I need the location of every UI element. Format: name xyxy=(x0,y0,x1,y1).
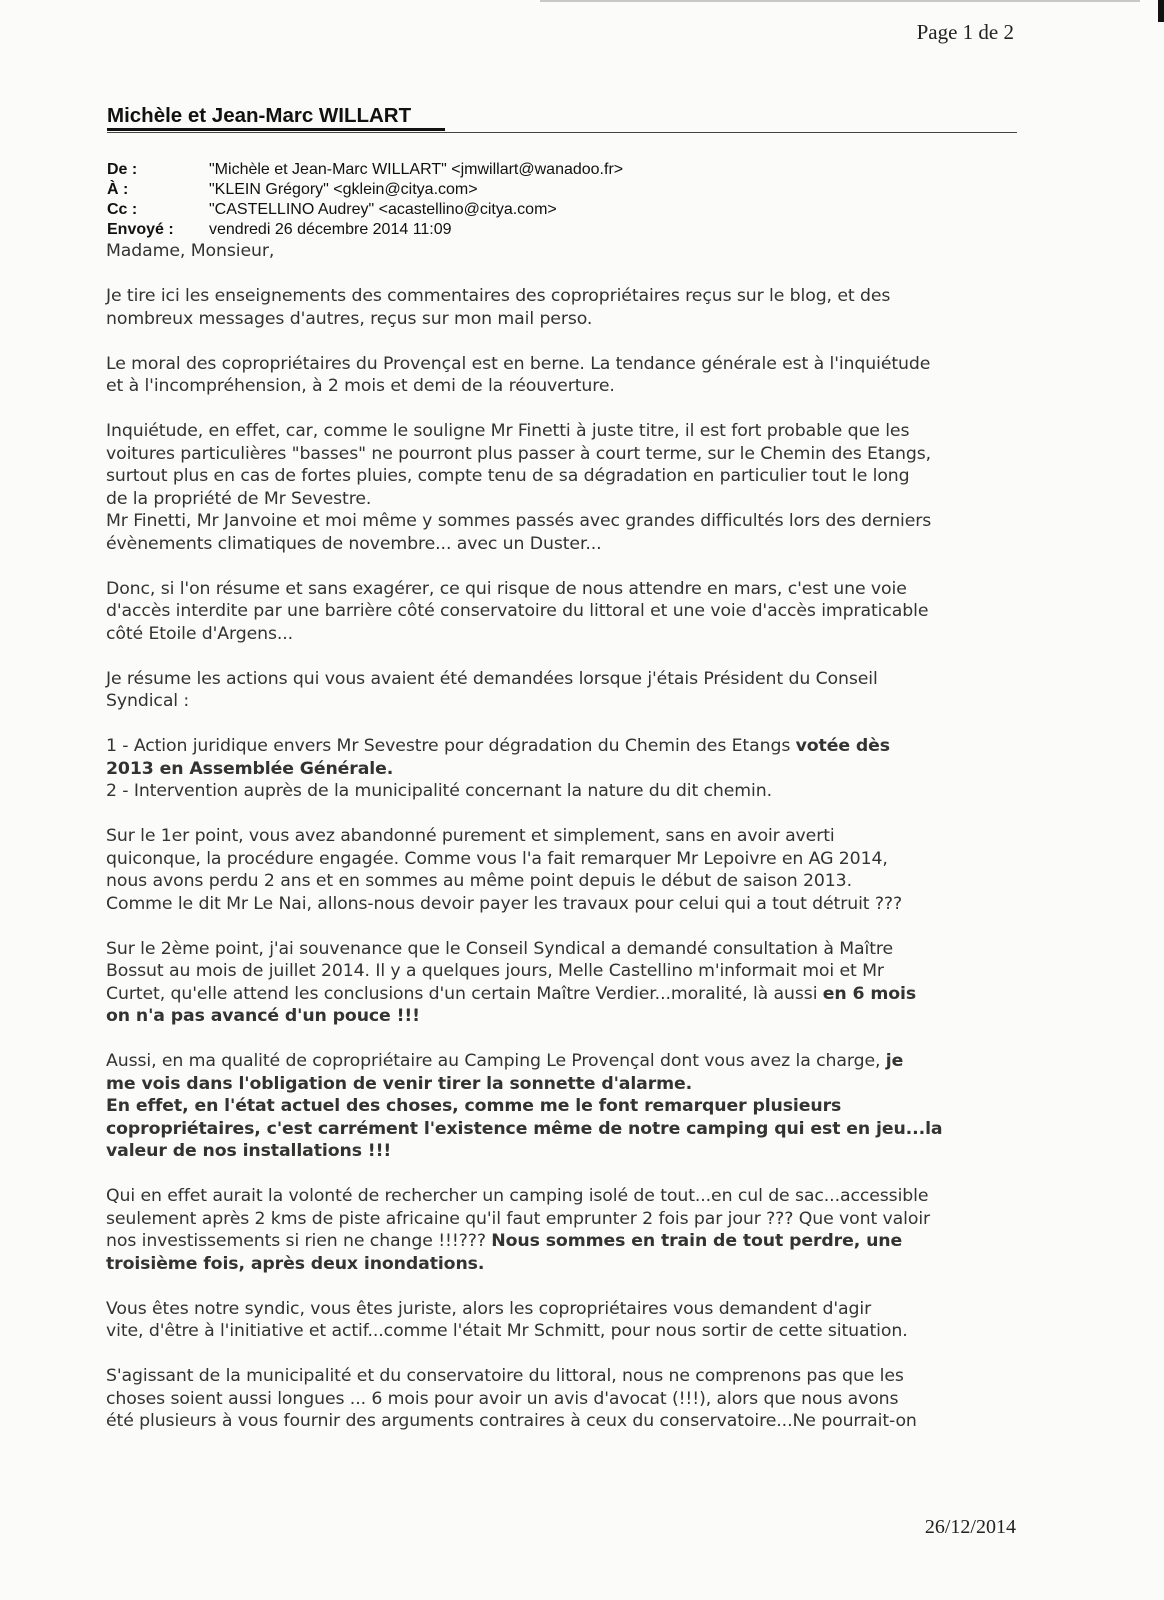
meta-row-cc xyxy=(107,200,623,220)
body-line xyxy=(106,735,1026,758)
body-text-segment: surtout plus en cas de fortes pluies, compte tenu de sa dégradation en particulier tout le long xyxy=(106,466,910,486)
body-line xyxy=(106,690,1026,713)
body-text-segment: 1 - Action juridique envers Mr Sevestre pour dégradation du Chemin des Etangs xyxy=(106,736,796,756)
body-line xyxy=(106,578,1026,601)
meta-value: "KLEIN Grégory" <gklein@citya.com> xyxy=(209,181,478,198)
body-text-segment: Je résume les actions qui vous avaient été demandées lorsque j'étais Président du Conseil xyxy=(106,668,878,689)
body-line xyxy=(106,825,1026,848)
body-line xyxy=(106,1208,1026,1231)
meta-value: vendredi 26 décembre 2014 11:09 xyxy=(209,221,452,238)
body-line xyxy=(106,758,1026,781)
body-text-segment: vite, d'être à l'initiative et actif...comme l'était Mr Schmitt, pour nous sortir de cette situation. xyxy=(106,1321,908,1341)
blank-line xyxy=(106,263,1026,286)
footer-date: 26/12/2014 xyxy=(924,1516,1016,1538)
body-line xyxy=(106,983,1026,1006)
body-text-segment: Qui en effet aurait la volonté de rechercher un camping isolé de tout...en cul de sac...accessible xyxy=(106,1186,929,1206)
body-line xyxy=(106,375,1026,398)
body-line xyxy=(106,285,1026,308)
body-line xyxy=(106,1050,1026,1073)
body-line xyxy=(106,308,1026,331)
blank-line xyxy=(106,1343,1026,1366)
bold-text: en 6 mois xyxy=(822,983,917,1004)
body-text-segment: quiconque, la procédure engagée. Comme vous l'a fait remarquer Mr Lepoivre en AG 2014, xyxy=(106,848,888,869)
page-number: Page 1 de 2 xyxy=(916,20,1014,44)
body-line xyxy=(106,1073,1026,1096)
body-text-segment: Comme le dit Mr Le Nai, allons-nous devoir payer les travaux pour celui qui a tout détruit ??? xyxy=(106,893,903,914)
header-underline xyxy=(107,128,445,131)
body-text-segment: voitures particulières "basses" ne pourront plus passer à court terme, sur le Chemin des Etangs, xyxy=(106,443,932,464)
body-text-segment: et à l'incompréhension, à 2 mois et demi de la réouverture. xyxy=(106,376,615,396)
body-line xyxy=(106,623,1026,646)
bold-text: copropriétaires, c'est carrément l'existence même de notre camping qui est en jeu...la xyxy=(106,1118,943,1139)
body-line xyxy=(106,1388,1026,1411)
meta-row-from xyxy=(107,160,623,180)
email-body xyxy=(106,240,1026,1433)
body-text-segment: de la propriété de Mr Sevestre. xyxy=(106,488,372,509)
meta-value: "CASTELLINO Audrey" <acastellino@citya.com> xyxy=(209,201,557,218)
meta-label: Cc : xyxy=(107,201,138,218)
body-text-segment: Je tire ici les enseignements des commentaires des copropriétaires reçus sur le blog, et des xyxy=(106,286,891,306)
body-line xyxy=(106,848,1026,871)
blank-line xyxy=(106,645,1026,668)
meta-label: À : xyxy=(107,181,129,198)
bold-text: on n'a pas avancé d'un pouce !!! xyxy=(106,1006,420,1026)
body-text-segment: d'accès interdite par une barrière côté conservatoire du littoral et une voie d'accès impraticable xyxy=(106,601,929,621)
blank-line xyxy=(106,713,1026,736)
body-text-segment: Aussi, en ma qualité de copropriétaire au Camping Le Provençal dont vous avez la charge, xyxy=(106,1051,886,1071)
body-line xyxy=(106,353,1026,376)
email-meta xyxy=(107,160,623,240)
body-text-segment: côté Etoile d'Argens... xyxy=(106,623,294,644)
body-text-segment: S'agissant de la municipalité et du conservatoire du littoral, nous ne comprenons pas que les xyxy=(106,1366,904,1386)
body-line xyxy=(106,960,1026,983)
bold-text: En effet, en l'état actuel des choses, comme me le font remarquer plusieurs xyxy=(106,1096,842,1116)
body-line xyxy=(106,240,1026,263)
bold-text: valeur de nos installations !!! xyxy=(106,1141,392,1161)
body-line xyxy=(106,1410,1026,1433)
body-line xyxy=(106,938,1026,961)
body-text-segment: nos investissements si rien ne change !!!??? xyxy=(106,1231,492,1251)
bold-text: me vois dans l'obligation de venir tirer la sonnette d'alarme. xyxy=(106,1073,693,1094)
body-text-segment: Vous êtes notre syndic, vous êtes juriste, alors les copropriétaires vous demandent d'agir xyxy=(106,1298,872,1319)
body-line xyxy=(106,1365,1026,1388)
body-line xyxy=(106,420,1026,443)
blank-line xyxy=(106,803,1026,826)
body-line xyxy=(106,870,1026,893)
meta-value: "Michèle et Jean-Marc WILLART" <jmwillart@wanadoo.fr> xyxy=(209,161,624,178)
body-text-segment: Madame, Monsieur, xyxy=(106,241,275,261)
bold-text: votée dès xyxy=(795,736,890,756)
blank-line xyxy=(106,915,1026,938)
body-text-segment: Bossut au mois de juillet 2014. Il y a quelques jours, Melle Castellino m'informait moi et Mr xyxy=(106,961,884,981)
body-text-segment: Le moral des copropriétaires du Provençal est en berne. La tendance générale est à l'inquiétude xyxy=(106,353,931,374)
body-line xyxy=(106,1320,1026,1343)
body-text-segment: Donc, si l'on résume et sans exagérer, ce qui risque de nous attendre en mars, c'est une voie xyxy=(106,578,907,599)
scan-edge-right xyxy=(1158,0,1164,22)
body-line xyxy=(106,600,1026,623)
bold-text: 2013 en Assemblée Générale. xyxy=(106,758,394,779)
blank-line xyxy=(106,555,1026,578)
body-text-segment: nous avons perdu 2 ans et en sommes au même point depuis le début de saison 2013. xyxy=(106,871,852,891)
body-line xyxy=(106,1140,1026,1163)
blank-line xyxy=(106,330,1026,353)
body-text-segment: Syndical : xyxy=(106,691,190,711)
blank-line xyxy=(106,1275,1026,1298)
body-line xyxy=(106,1118,1026,1141)
body-text-segment: Curtet, qu'elle attend les conclusions d'un certain Maître Verdier...moralité, là aussi xyxy=(106,983,823,1004)
body-text-segment: Inquiétude, en effet, car, comme le souligne Mr Finetti à juste titre, il est fort probable que les xyxy=(106,421,910,441)
body-text-segment: Sur le 2ème point, j'ai souvenance que le Conseil Syndical a demandé consultation à Maître xyxy=(106,938,894,959)
blank-line xyxy=(106,398,1026,421)
bold-text: je xyxy=(885,1051,904,1071)
body-line xyxy=(106,443,1026,466)
bold-text: troisième fois, après deux inondations. xyxy=(106,1253,485,1274)
body-line xyxy=(106,533,1026,556)
meta-label: De : xyxy=(107,161,138,178)
header-rule xyxy=(107,132,1017,133)
sender-header-name: Michèle et Jean-Marc WILLART xyxy=(107,104,412,127)
body-text-segment: évènements climatiques de novembre... avec un Duster... xyxy=(106,533,602,554)
body-text-segment: été plusieurs à vous fournir des arguments contraires à ceux du conservatoire...Ne pourrait-on xyxy=(106,1411,917,1431)
body-line xyxy=(106,488,1026,511)
body-line xyxy=(106,510,1026,533)
body-text-segment: seulement après 2 kms de piste africaine qu'il faut emprunter 2 fois par jour ??? Que vont valoir xyxy=(106,1208,931,1229)
body-line xyxy=(106,1095,1026,1118)
body-line xyxy=(106,780,1026,803)
body-line xyxy=(106,893,1026,916)
blank-line xyxy=(106,1028,1026,1051)
scan-edge-top xyxy=(540,0,1140,2)
body-text-segment: Sur le 1er point, vous avez abandonné purement et simplement, sans en avoir averti xyxy=(106,826,835,846)
meta-row-sent xyxy=(107,220,623,240)
body-text-segment: 2 - Intervention auprès de la municipalité concernant la nature du dit chemin. xyxy=(106,781,772,801)
body-text-segment: choses soient aussi longues ... 6 mois pour avoir un avis d'avocat (!!!), alors que nous avons xyxy=(106,1388,899,1409)
body-line xyxy=(106,1005,1026,1028)
body-line xyxy=(106,1185,1026,1208)
blank-line xyxy=(106,1163,1026,1186)
meta-row-to xyxy=(107,180,623,200)
body-line xyxy=(106,668,1026,691)
body-text-segment: Mr Finetti, Mr Janvoine et moi même y sommes passés avec grandes difficultés lors des derniers xyxy=(106,511,932,531)
body-line xyxy=(106,1298,1026,1321)
bold-text: Nous sommes en train de tout perdre, une xyxy=(491,1231,903,1251)
body-line xyxy=(106,1253,1026,1276)
body-line xyxy=(106,1230,1026,1253)
meta-label: Envoyé : xyxy=(107,221,174,238)
body-line xyxy=(106,465,1026,488)
body-text-segment: nombreux messages d'autres, reçus sur mon mail perso. xyxy=(106,308,593,329)
